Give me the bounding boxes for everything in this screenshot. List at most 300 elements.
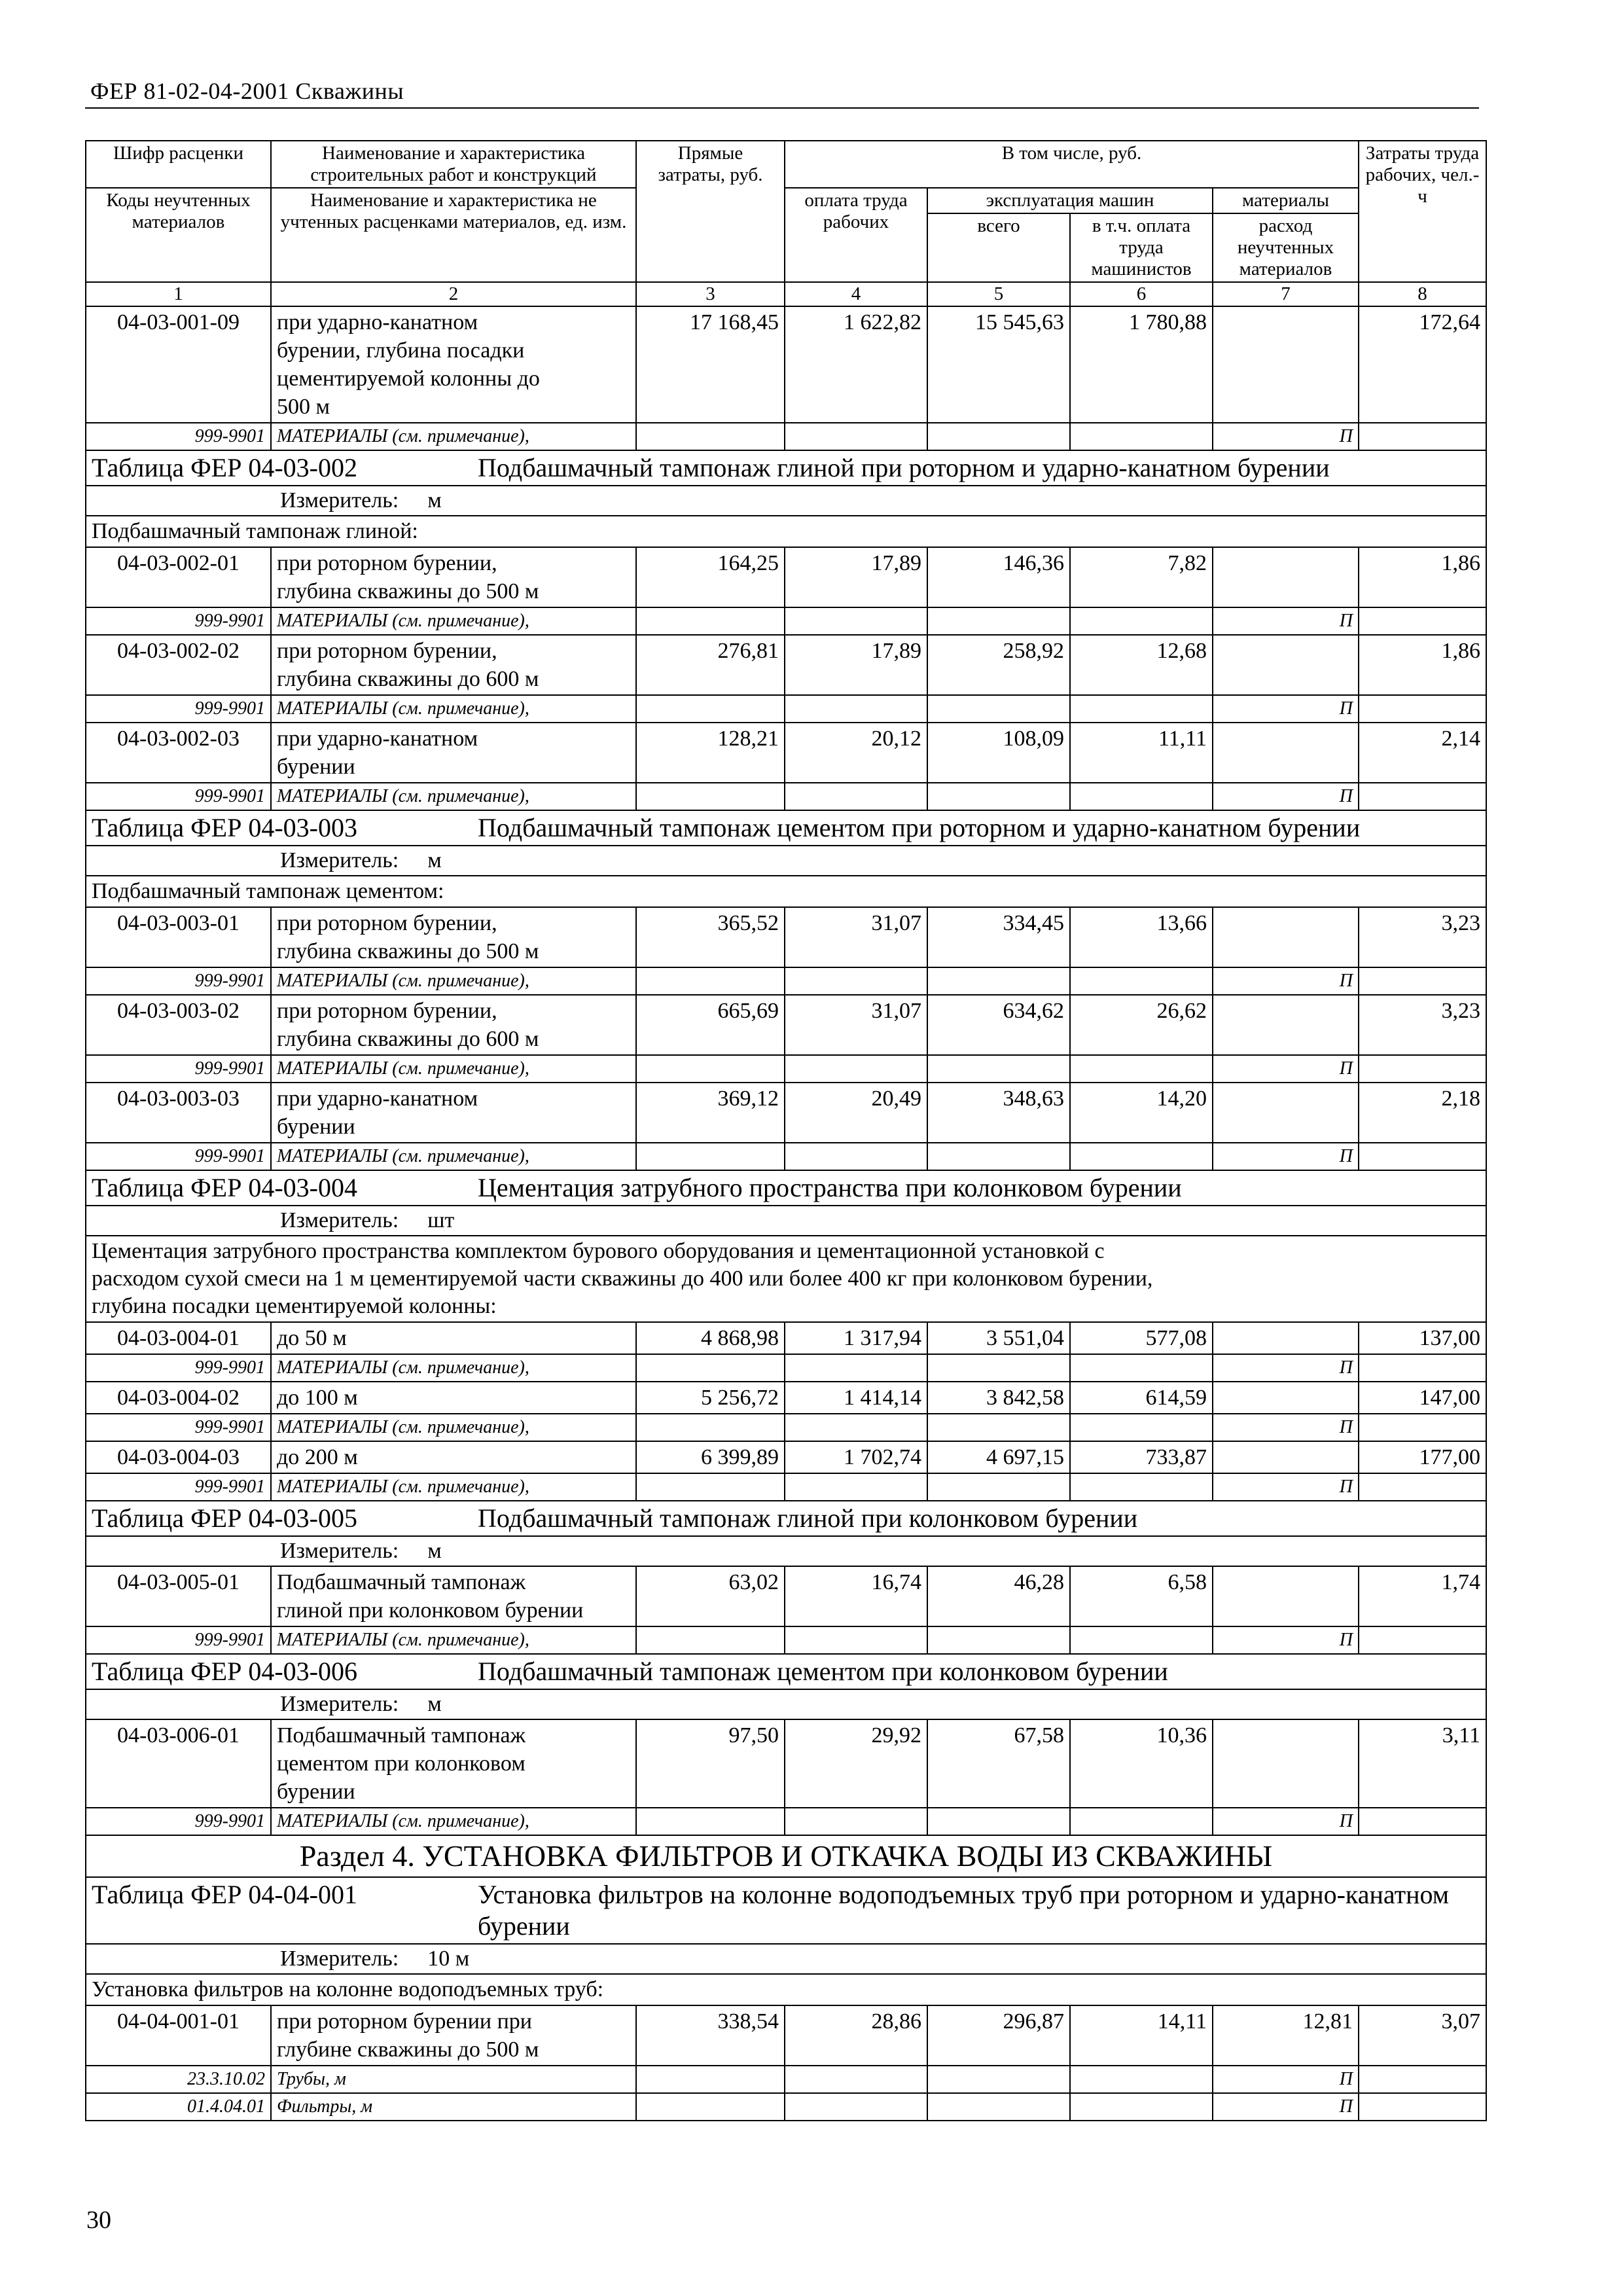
materials-value: [1213, 1322, 1359, 1354]
measure-label: Измеритель:: [280, 848, 399, 872]
material-p-mark: П: [1213, 1354, 1359, 1382]
machines-operators-value: 577,08: [1070, 1322, 1213, 1354]
direct-costs-value: 97,50: [636, 1719, 785, 1808]
rate-name-line: глубина скважины до 500 м: [277, 579, 539, 603]
rate-row: [86, 1322, 1486, 1354]
table-label: Таблица ФЕР 04-03-006: [92, 1657, 357, 1686]
rate-row: [86, 306, 1486, 423]
group-title-line: расходом сухой смеси на 1 м цементируемой части скважины до 400 или более 400 кг при колонковом бурении,: [92, 1266, 1153, 1291]
rate-name-line: бурении: [277, 755, 355, 779]
material-p-mark: П: [1213, 2093, 1359, 2121]
machines-total-value: 334,45: [927, 907, 1070, 967]
rate-name: [271, 635, 636, 695]
measure-label: Измеритель:: [280, 488, 399, 512]
labor-costs-value: 172,64: [1359, 306, 1486, 423]
machines-operators-value: 614,59: [1070, 1382, 1213, 1414]
empty-cell: [785, 1354, 927, 1382]
rate-name-line: глубина скважины до 600 м: [277, 667, 539, 691]
group-row: [86, 876, 1486, 907]
empty-cell: [785, 1055, 927, 1083]
materials-value: [1213, 1382, 1359, 1414]
material-p-mark: П: [1213, 1143, 1359, 1170]
materials-value: [1213, 635, 1359, 695]
measure-row: [86, 1689, 1486, 1719]
labor-costs-value: 2,14: [1359, 723, 1486, 783]
empty-cell: [927, 695, 1070, 723]
measure: [86, 1944, 1486, 1974]
empty-cell: [636, 1473, 785, 1501]
section-row: [86, 1835, 1486, 1877]
materials-value: [1213, 1083, 1359, 1143]
rate-code: 04-03-003-02: [86, 995, 271, 1055]
rate-row: [86, 1382, 1486, 1414]
table-title-row: [86, 1170, 1486, 1206]
measure-row: [86, 486, 1486, 516]
machines-total-value: 67,58: [927, 1719, 1070, 1808]
empty-cell: [636, 1354, 785, 1382]
empty-cell: [785, 783, 927, 810]
labor-costs-value: 2,18: [1359, 1083, 1486, 1143]
material-row: [86, 1143, 1486, 1170]
material-name: МАТЕРИАЛЫ (см. примечание),: [271, 783, 636, 810]
empty-cell: [636, 783, 785, 810]
direct-costs-value: 665,69: [636, 995, 785, 1055]
material-p-mark: П: [1213, 2066, 1359, 2093]
labor-pay-value: 28,86: [785, 2005, 927, 2066]
labor-costs-value: 3,23: [1359, 995, 1486, 1055]
labor-costs-value: 1,86: [1359, 547, 1486, 607]
rate-code: 04-03-002-02: [86, 635, 271, 695]
empty-cell: [636, 607, 785, 635]
empty-cell: [1359, 967, 1486, 995]
measure: [86, 486, 1486, 516]
material-name: МАТЕРИАЛЫ (см. примечание),: [271, 1354, 636, 1382]
machines-total-value: 108,09: [927, 723, 1070, 783]
labor-costs-value: 147,00: [1359, 1382, 1486, 1414]
table-title: [86, 1170, 1486, 1206]
rate-name: [271, 1083, 636, 1143]
material-code: 999-9901: [86, 1808, 271, 1835]
empty-cell: [1359, 1473, 1486, 1501]
labor-pay-value: 20,49: [785, 1083, 927, 1143]
empty-cell: [785, 2093, 927, 2121]
material-p-mark: П: [1213, 967, 1359, 995]
rate-name-line: Подбашмачный тампонаж: [277, 1723, 526, 1748]
materials-value: [1213, 306, 1359, 423]
table-title-text: Цементация затрубного пространства при колонковом бурении: [478, 1173, 1182, 1202]
table-title: [86, 1501, 1486, 1536]
table-label: Таблица ФЕР 04-03-004: [92, 1173, 357, 1202]
empty-cell: [1359, 783, 1486, 810]
labor-costs-value: 3,11: [1359, 1719, 1486, 1808]
group-title: Подбашмачный тампонаж цементом:: [86, 876, 1486, 907]
empty-cell: [636, 1055, 785, 1083]
rate-row: [86, 1441, 1486, 1473]
measure-unit: 10 м: [427, 1946, 470, 1971]
table-title: [86, 1654, 1486, 1689]
empty-cell: [636, 695, 785, 723]
machines-operators-value: 12,68: [1070, 635, 1213, 695]
material-p-mark: П: [1213, 1414, 1359, 1441]
material-code: 999-9901: [86, 1626, 271, 1654]
labor-costs-value: 1,86: [1359, 635, 1486, 695]
material-row: [86, 423, 1486, 450]
measure-label: Измеритель:: [280, 1539, 399, 1563]
rate-row: [86, 723, 1486, 783]
materials-value: [1213, 547, 1359, 607]
material-name: МАТЕРИАЛЫ (см. примечание),: [271, 1143, 636, 1170]
material-row: [86, 783, 1486, 810]
header-labor-costs: Затраты труда рабочих, чел.-ч: [1359, 141, 1486, 282]
rate-name-line: Подбашмачный тампонаж: [277, 1570, 526, 1594]
materials-value: [1213, 1566, 1359, 1626]
rate-name-line: цементируемой колонны до: [277, 367, 540, 391]
machines-operators-value: 14,11: [1070, 2005, 1213, 2066]
rate-name: [271, 1719, 636, 1808]
measure-unit: м: [427, 848, 442, 872]
rate-name-line: глубина скважины до 600 м: [277, 1027, 539, 1051]
empty-cell: [636, 1414, 785, 1441]
group-title: [86, 1236, 1486, 1322]
material-code: 999-9901: [86, 423, 271, 450]
direct-costs-value: 6 399,89: [636, 1441, 785, 1473]
empty-cell: [927, 1143, 1070, 1170]
empty-cell: [927, 1414, 1070, 1441]
empty-cell: [1070, 1055, 1213, 1083]
table-title-text: Подбашмачный тампонаж цементом при роторном и ударно-канатном бурении: [478, 813, 1361, 842]
rate-row: [86, 547, 1486, 607]
empty-cell: [1359, 2093, 1486, 2121]
empty-cell: [927, 783, 1070, 810]
rate-name: [271, 306, 636, 423]
header-unaccounted-names: Наименование и характеристика не учтенных расценками материалов, ед. изм.: [271, 188, 636, 282]
empty-cell: [1359, 1414, 1486, 1441]
rate-name-line: бурении, глубина посадки: [277, 338, 525, 363]
rate-code: 04-03-004-02: [86, 1382, 271, 1414]
group-row: [86, 516, 1486, 547]
rate-name-line: при роторном бурении при: [277, 2009, 532, 2034]
machines-total-value: 296,87: [927, 2005, 1070, 2066]
material-p-mark: П: [1213, 1626, 1359, 1654]
rate-row: [86, 907, 1486, 967]
rate-name: [271, 547, 636, 607]
material-code: 999-9901: [86, 1055, 271, 1083]
labor-pay-value: 29,92: [785, 1719, 927, 1808]
empty-cell: [927, 607, 1070, 635]
col-number: 2: [271, 282, 636, 306]
table-title: [86, 1877, 1486, 1944]
material-row: [86, 1055, 1486, 1083]
empty-cell: [1359, 1055, 1486, 1083]
material-code: 999-9901: [86, 1354, 271, 1382]
material-code: 999-9901: [86, 783, 271, 810]
rate-name: [271, 1382, 636, 1414]
rate-name-line: до 200 м: [277, 1445, 358, 1469]
header-unaccounted-codes: Коды неучтенных материалов: [86, 188, 271, 282]
rate-code: 04-03-005-01: [86, 1566, 271, 1626]
empty-cell: [785, 1414, 927, 1441]
material-row: [86, 1473, 1486, 1501]
material-name: МАТЕРИАЛЫ (см. примечание),: [271, 695, 636, 723]
rate-name-line: глубине скважины до 500 м: [277, 2037, 539, 2062]
material-p-mark: П: [1213, 1808, 1359, 1835]
material-name: МАТЕРИАЛЫ (см. примечание),: [271, 1414, 636, 1441]
rate-name-line: бурении: [277, 1115, 355, 1139]
measure: [86, 1206, 1486, 1236]
table-title-row: [86, 1877, 1486, 1944]
rate-name: [271, 1441, 636, 1473]
table-title-row: [86, 450, 1486, 486]
machines-operators-value: 26,62: [1070, 995, 1213, 1055]
rate-name-line: при ударно-канатном: [277, 726, 478, 751]
rate-name-line: бурении: [277, 1780, 355, 1804]
rate-name: [271, 2005, 636, 2066]
col-number: 1: [86, 282, 271, 306]
direct-costs-value: 338,54: [636, 2005, 785, 2066]
machines-operators-value: 733,87: [1070, 1441, 1213, 1473]
measure-unit: м: [427, 488, 442, 512]
material-p-mark: П: [1213, 1055, 1359, 1083]
material-row: [86, 1414, 1486, 1441]
rate-name-line: при ударно-канатном: [277, 310, 478, 334]
table-label: Таблица ФЕР 04-03-005: [92, 1503, 357, 1533]
rate-name-line: при роторном бурении,: [277, 999, 497, 1023]
empty-cell: [927, 1808, 1070, 1835]
material-p-mark: П: [1213, 1473, 1359, 1501]
rate-name-line: цементом при колонковом: [277, 1751, 526, 1776]
direct-costs-value: 365,52: [636, 907, 785, 967]
measure-row: [86, 846, 1486, 876]
empty-cell: [1359, 607, 1486, 635]
rate-name-line: до 50 м: [277, 1326, 347, 1350]
machines-operators-value: 10,36: [1070, 1719, 1213, 1808]
empty-cell: [1070, 423, 1213, 450]
group-row: [86, 1974, 1486, 2005]
table-label: Таблица ФЕР 04-03-003: [92, 813, 357, 842]
col-number: 3: [636, 282, 785, 306]
rate-name-line: при ударно-канатном: [277, 1086, 478, 1111]
direct-costs-value: 164,25: [636, 547, 785, 607]
table-title-row: [86, 1654, 1486, 1689]
material-p-mark: П: [1213, 695, 1359, 723]
material-code: 999-9901: [86, 967, 271, 995]
labor-pay-value: 17,89: [785, 547, 927, 607]
machines-total-value: 348,63: [927, 1083, 1070, 1143]
table-title: [86, 450, 1486, 486]
material-row: [86, 1626, 1486, 1654]
material-name: МАТЕРИАЛЫ (см. примечание),: [271, 1626, 636, 1654]
rate-name: [271, 723, 636, 783]
material-row: [86, 967, 1486, 995]
col-number: 4: [785, 282, 927, 306]
machines-total-value: 3 842,58: [927, 1382, 1070, 1414]
machines-operators-value: 7,82: [1070, 547, 1213, 607]
labor-costs-value: 137,00: [1359, 1322, 1486, 1354]
group-title: Подбашмачный тампонаж глиной:: [86, 516, 1486, 547]
measure: [86, 1536, 1486, 1566]
empty-cell: [636, 2066, 785, 2093]
empty-cell: [1359, 423, 1486, 450]
material-code: 999-9901: [86, 607, 271, 635]
machines-operators-value: 6,58: [1070, 1566, 1213, 1626]
machines-operators-value: 14,20: [1070, 1083, 1213, 1143]
empty-cell: [927, 1354, 1070, 1382]
rate-name-line: при роторном бурении,: [277, 911, 497, 935]
material-name: МАТЕРИАЛЫ (см. примечание),: [271, 1808, 636, 1835]
rates-table: [85, 140, 1487, 2121]
header-machines: эксплуатация машин: [927, 188, 1213, 213]
rate-name: [271, 1322, 636, 1354]
header-labor-pay: оплата труда рабочих: [785, 188, 927, 282]
material-code: 01.4.04.01: [86, 2093, 271, 2121]
direct-costs-value: 17 168,45: [636, 306, 785, 423]
empty-cell: [636, 2093, 785, 2121]
material-name: МАТЕРИАЛЫ (см. примечание),: [271, 967, 636, 995]
rate-name: [271, 1566, 636, 1626]
rate-code: 04-03-003-03: [86, 1083, 271, 1143]
rate-row: [86, 635, 1486, 695]
labor-costs-value: 3,23: [1359, 907, 1486, 967]
labor-pay-value: 16,74: [785, 1566, 927, 1626]
rate-row: [86, 1566, 1486, 1626]
empty-cell: [636, 1626, 785, 1654]
materials-value: [1213, 723, 1359, 783]
empty-cell: [1070, 967, 1213, 995]
machines-total-value: 46,28: [927, 1566, 1070, 1626]
col-number: 6: [1070, 282, 1213, 306]
material-name: МАТЕРИАЛЫ (см. примечание),: [271, 423, 636, 450]
empty-cell: [785, 695, 927, 723]
empty-cell: [1070, 2066, 1213, 2093]
empty-cell: [1070, 1626, 1213, 1654]
header-name-title: Наименование и характеристика строительных работ и конструкций: [271, 141, 636, 188]
labor-pay-value: 31,07: [785, 995, 927, 1055]
rate-code: 04-03-001-09: [86, 306, 271, 423]
rate-name-line: глубина скважины до 500 м: [277, 939, 539, 963]
labor-pay-value: 1 414,14: [785, 1382, 927, 1414]
measure-unit: м: [427, 1539, 442, 1563]
table-title: [86, 810, 1486, 846]
rate-name-line: до 100 м: [277, 1386, 358, 1410]
material-row: [86, 1354, 1486, 1382]
labor-pay-value: 20,12: [785, 723, 927, 783]
empty-cell: [636, 423, 785, 450]
measure: [86, 1689, 1486, 1719]
empty-cell: [1070, 1354, 1213, 1382]
header-machines-total: всего: [927, 213, 1070, 282]
empty-cell: [1359, 1354, 1486, 1382]
empty-cell: [785, 423, 927, 450]
measure-row: [86, 1206, 1486, 1236]
material-code: 999-9901: [86, 695, 271, 723]
labor-pay-value: 17,89: [785, 635, 927, 695]
col-number: 7: [1213, 282, 1359, 306]
col-number: 8: [1359, 282, 1486, 306]
measure: [86, 846, 1486, 876]
empty-cell: [927, 1473, 1070, 1501]
material-name: Фильтры, м: [271, 2093, 636, 2121]
measure-unit: шт: [427, 1208, 455, 1232]
material-p-mark: П: [1213, 607, 1359, 635]
materials-value: [1213, 1441, 1359, 1473]
empty-cell: [1070, 783, 1213, 810]
machines-operators-value: 13,66: [1070, 907, 1213, 967]
rate-code: 04-03-002-03: [86, 723, 271, 783]
empty-cell: [927, 1626, 1070, 1654]
material-row: [86, 695, 1486, 723]
direct-costs-value: 369,12: [636, 1083, 785, 1143]
direct-costs-value: 128,21: [636, 723, 785, 783]
col-number: 5: [927, 282, 1070, 306]
machines-total-value: 4 697,15: [927, 1441, 1070, 1473]
empty-cell: [785, 2066, 927, 2093]
empty-cell: [927, 967, 1070, 995]
table-title-row: [86, 810, 1486, 846]
empty-cell: [1070, 2093, 1213, 2121]
rate-row: [86, 1083, 1486, 1143]
labor-pay-value: 1 702,74: [785, 1441, 927, 1473]
machines-total-value: 634,62: [927, 995, 1070, 1055]
header-incl: В том числе, руб.: [785, 141, 1359, 188]
header-machines-operators: в т.ч. оплата труда машинистов: [1070, 213, 1213, 282]
table-title-row: [86, 1501, 1486, 1536]
direct-costs-value: 63,02: [636, 1566, 785, 1626]
rate-row: [86, 1719, 1486, 1808]
measure-label: Измеритель:: [280, 1208, 399, 1232]
table-title-text: Установка фильтров на колонне водоподъемных труб при роторном и ударно-канатном бурении: [478, 1880, 1450, 1941]
header-materials-unaccounted: расход неучтенных материалов: [1213, 213, 1359, 282]
labor-costs-value: 177,00: [1359, 1441, 1486, 1473]
empty-cell: [785, 967, 927, 995]
empty-cell: [1070, 607, 1213, 635]
measure-label: Измеритель:: [280, 1946, 399, 1971]
labor-costs-value: 3,07: [1359, 2005, 1486, 2066]
machines-total-value: 146,36: [927, 547, 1070, 607]
empty-cell: [785, 1143, 927, 1170]
empty-cell: [927, 1055, 1070, 1083]
material-row: [86, 2066, 1486, 2093]
empty-cell: [785, 607, 927, 635]
empty-cell: [1070, 1808, 1213, 1835]
measure-label: Измеритель:: [280, 1692, 399, 1716]
empty-cell: [927, 2066, 1070, 2093]
empty-cell: [1070, 1473, 1213, 1501]
empty-cell: [1070, 1143, 1213, 1170]
table-label: Таблица ФЕР 04-04-001: [92, 1880, 357, 1909]
rate-code: 04-03-002-01: [86, 547, 271, 607]
materials-value: 12,81: [1213, 2005, 1359, 2066]
empty-cell: [1359, 1143, 1486, 1170]
group-title-line: глубина посадки цементируемой колонны:: [92, 1294, 497, 1318]
empty-cell: [1359, 1808, 1486, 1835]
material-row: [86, 1808, 1486, 1835]
rate-code: 04-03-003-01: [86, 907, 271, 967]
labor-costs-value: 1,74: [1359, 1566, 1486, 1626]
machines-total-value: 3 551,04: [927, 1322, 1070, 1354]
section-title: Раздел 4. УСТАНОВКА ФИЛЬТРОВ И ОТКАЧКА ВОДЫ ИЗ СКВАЖИНЫ: [86, 1835, 1486, 1877]
rate-code: 04-04-001-01: [86, 2005, 271, 2066]
group-title-line: Цементация затрубного пространства комплектом бурового оборудования и цементационной установкой с: [92, 1239, 1105, 1263]
table-title-text: Подбашмачный тампонаж глиной при роторном и ударно-канатном бурении: [478, 453, 1330, 482]
rate-name-line: глиной при колонковом бурении: [277, 1598, 584, 1623]
material-code: 999-9901: [86, 1414, 271, 1441]
direct-costs-value: 4 868,98: [636, 1322, 785, 1354]
header-direct-costs: Прямые затраты, руб.: [636, 141, 785, 282]
rate-name-line: 500 м: [277, 395, 330, 419]
empty-cell: [785, 1808, 927, 1835]
rate-name: [271, 907, 636, 967]
header-materials: материалы: [1213, 188, 1359, 213]
